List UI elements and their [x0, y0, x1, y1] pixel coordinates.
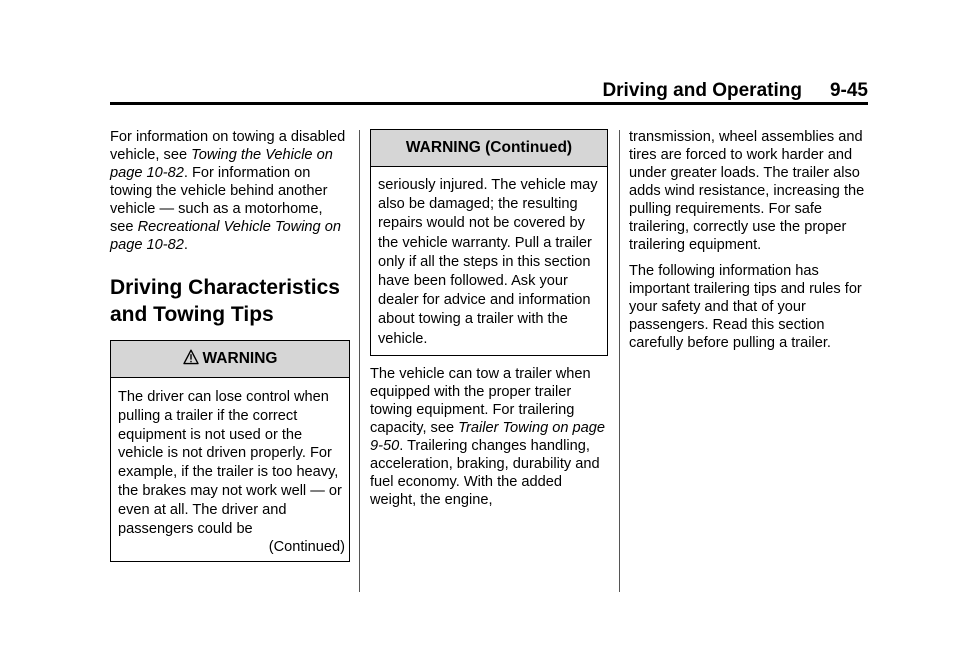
- warning-continued-box: [370, 129, 608, 356]
- towing-disabled-link[interactable]: Towing the Vehicle on page 10-82: [110, 147, 333, 181]
- warning-triangle-icon: [183, 349, 199, 365]
- intro-text-3: .: [183, 237, 188, 253]
- trailer-text-2: . Trailering changes handling, acceleration, braking, durability and fuel economy. With the added weight, the engine,: [370, 437, 600, 508]
- warning-box: [110, 340, 350, 562]
- trailer-paragraph: [370, 365, 608, 509]
- warning-body: [111, 378, 349, 561]
- header-rule: [110, 102, 868, 105]
- towing-info-paragraph: [110, 128, 350, 254]
- intro-text-2: . For information on towing the vehicle behind another vehicle — such as a motorhome, see: [110, 165, 328, 235]
- warning-text: The driver can lose control when pulling a trailer if the correct equipment is not used or the vehicle is not driven properly. For example, if the trailer is too heavy, the brakes may not work well — or even at all. The driver and passengers could be: [118, 389, 342, 537]
- column-1: [110, 128, 350, 562]
- warning-continued-header: WARNING (Continued): [371, 130, 607, 167]
- warning-continued: (Continued): [268, 539, 345, 556]
- trailer-continued-paragraph: transmission, wheel assemblies and tires are forced to work harder and under greater loads. The trailer also adds wind resistance, increasing the pulling requirements. For safe trailering, correctly use the proper trailering equipment.: [629, 129, 865, 253]
- intro-text-1: For information on towing a disabled vehicle, see: [110, 129, 346, 163]
- column-divider-left: [359, 130, 360, 592]
- section-title: Driving and Operating: [602, 80, 802, 101]
- trailer-towing-link[interactable]: Trailer Towing on page 9-50: [370, 419, 605, 454]
- section-heading: Driving Characteristics and Towing Tips: [110, 276, 340, 326]
- warning-title: WARNING: [202, 350, 278, 367]
- column-3: [629, 128, 869, 352]
- warning-header: [111, 341, 349, 378]
- warning-continued-text: seriously injured. The vehicle may also be damaged; the resulting repairs would not be covered by the vehicle warranty. Pull a trailer only if all the steps in this section have been followed. Ask your dealer for advice and information about towing a trailer with the vehicle.: [378, 177, 598, 347]
- trailer-text-1: The vehicle can tow a trailer when equipped with the proper trailer towing equipment. For trailering capacity, see: [370, 365, 591, 436]
- trailering-tips-paragraph: The following information has important trailering tips and rules for your safety and that of your passengers. Read this section carefully before pulling a trailer.: [629, 263, 862, 351]
- column-divider-right: [619, 130, 620, 592]
- page-number: 9-45: [829, 80, 868, 101]
- rv-towing-link[interactable]: Recreational Vehicle Towing on page 10-82: [110, 219, 341, 253]
- column-2: [370, 128, 608, 509]
- page-header: [110, 80, 868, 102]
- warning-continued-body: [371, 167, 607, 355]
